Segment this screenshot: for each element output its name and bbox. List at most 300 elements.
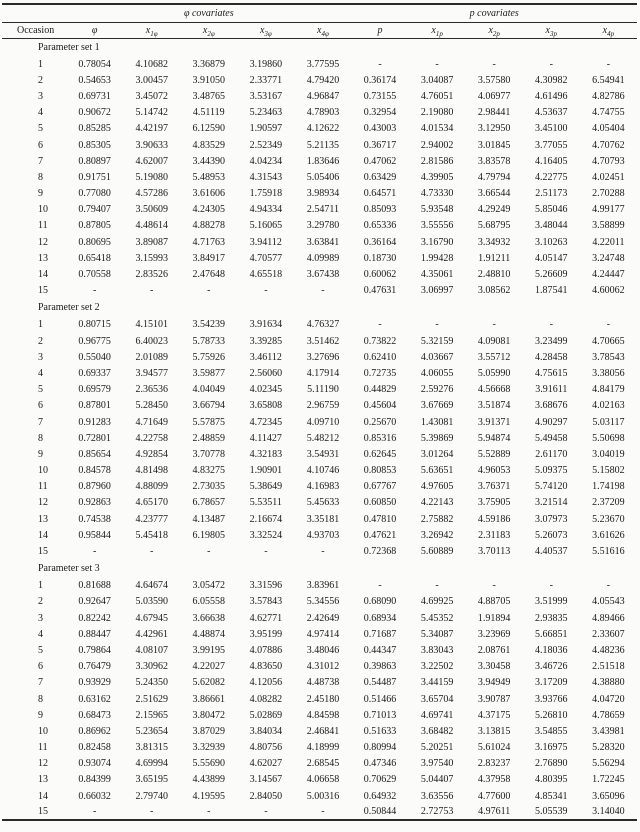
value-cell: 2.98441 (477, 107, 511, 119)
value-cell: 4.42961 (135, 628, 168, 640)
value-cell: 4.79794 (477, 171, 511, 183)
table-row (2, 72, 637, 88)
table-row (2, 594, 637, 610)
value-cell: 5.50698 (592, 432, 625, 444)
occasion-cell: 15 (38, 806, 48, 818)
value-cell: 5.19080 (135, 171, 168, 183)
group-header-p-covariates (351, 4, 637, 22)
value-cell: 3.32524 (249, 529, 283, 541)
value-cell: 4.65518 (249, 269, 283, 281)
value-cell: 5.74120 (535, 481, 568, 493)
value-cell: 5.24350 (135, 677, 168, 689)
value-cell: 3.65195 (135, 774, 168, 786)
value-cell: - (321, 546, 325, 558)
value-cell: 3.83578 (477, 155, 511, 167)
value-cell: 0.85316 (363, 432, 397, 444)
table-row (2, 756, 637, 772)
occasion-cell: 9 (38, 709, 43, 721)
value-cell: 0.43003 (363, 123, 397, 135)
value-cell: 4.62771 (249, 612, 283, 624)
section-label: Parameter set 3 (38, 563, 100, 575)
value-cell: 4.82786 (592, 90, 625, 102)
table-row (2, 463, 637, 479)
value-cell: 4.77600 (477, 790, 511, 802)
table-row (2, 479, 637, 495)
value-cell: - (606, 580, 611, 592)
value-cell: 0.72735 (363, 367, 397, 379)
value-cell: 4.70793 (592, 155, 625, 167)
value-cell: 4.48236 (592, 644, 625, 656)
value-cell: 3.10263 (535, 236, 568, 248)
value-cell: 1.87541 (535, 285, 568, 297)
section-label: Parameter set 2 (38, 302, 100, 314)
occasion-cell: 10 (38, 725, 48, 737)
value-cell: 4.37958 (477, 774, 511, 786)
value-cell: 3.86661 (192, 693, 226, 705)
value-cell: 4.74755 (592, 107, 625, 119)
value-cell: 3.06997 (420, 285, 454, 297)
table-row (2, 56, 637, 72)
value-cell: 3.83043 (420, 644, 454, 656)
value-cell: 4.60062 (592, 285, 625, 297)
value-cell: 5.26609 (535, 269, 568, 281)
value-cell: 2.68545 (306, 758, 340, 770)
value-cell: 3.48046 (306, 644, 340, 656)
value-cell: 0.90672 (78, 107, 111, 119)
value-cell: 4.72345 (249, 416, 283, 428)
value-cell: 5.05406 (306, 171, 340, 183)
value-cell: 4.04234 (249, 155, 283, 167)
value-cell: 0.78054 (78, 58, 111, 70)
value-cell: 0.65336 (363, 220, 397, 232)
value-cell: 3.68676 (535, 400, 568, 412)
value-cell: 0.85654 (78, 448, 111, 460)
value-cell: 3.91371 (477, 416, 511, 428)
table-row (2, 527, 637, 543)
value-cell: 4.48614 (135, 220, 168, 232)
value-cell: 2.16674 (249, 513, 283, 525)
value-cell: 0.85305 (78, 139, 111, 151)
value-cell: - (606, 319, 611, 331)
value-cell: 4.83529 (192, 139, 226, 151)
value-cell: 5.26810 (535, 709, 568, 721)
value-cell: 1.99428 (420, 252, 454, 264)
value-cell: 3.90787 (477, 693, 511, 705)
occasion-cell: 13 (38, 513, 48, 525)
value-cell: 0.65418 (78, 252, 111, 264)
value-cell: - (606, 58, 611, 70)
value-cell: 3.22502 (420, 661, 454, 673)
value-cell: 2.96759 (306, 400, 340, 412)
value-cell: 6.54941 (592, 74, 625, 86)
value-cell: 0.39863 (363, 661, 397, 673)
value-cell: 5.03117 (592, 416, 625, 428)
value-cell: 4.05147 (535, 252, 568, 264)
table-row (2, 430, 637, 446)
value-cell: 2.79740 (135, 790, 168, 802)
value-cell: 2.37209 (592, 497, 625, 509)
value-cell: 0.87805 (78, 220, 111, 232)
value-cell: 0.60850 (363, 497, 397, 509)
table-row (2, 137, 637, 153)
covariates-table (2, 3, 637, 821)
value-cell: 0.68090 (363, 596, 397, 608)
value-cell: - (150, 546, 154, 558)
value-cell: 0.55040 (78, 351, 111, 363)
value-cell: 0.81688 (78, 580, 111, 592)
value-cell: 4.31012 (306, 661, 340, 673)
value-cell: 0.95844 (78, 529, 111, 541)
value-cell: 4.62027 (249, 758, 283, 770)
value-cell: 3.55712 (477, 351, 511, 363)
value-cell: 0.82458 (78, 742, 111, 754)
value-cell: 5.93548 (420, 204, 454, 216)
value-cell: - (549, 58, 553, 70)
value-cell: 0.36174 (363, 74, 397, 86)
value-cell: 4.84179 (592, 384, 625, 396)
value-cell: 2.93835 (535, 612, 568, 624)
value-cell: 3.46112 (249, 351, 282, 363)
table-row (2, 691, 637, 707)
value-cell: 4.31543 (249, 171, 283, 183)
value-cell: 4.73330 (420, 188, 454, 200)
column-header-occasion: Occasion (2, 22, 66, 38)
value-cell: 3.70778 (192, 448, 226, 460)
value-cell: 5.85046 (535, 204, 568, 216)
value-cell: - (492, 580, 496, 592)
value-cell: 2.31183 (478, 529, 511, 541)
value-cell: 4.24447 (592, 269, 625, 281)
column-header-x1p: $x_{1p}$ (409, 22, 466, 38)
column-header-row (2, 22, 637, 38)
value-cell: 3.57843 (249, 596, 283, 608)
occasion-cell: 12 (38, 236, 48, 248)
table-row (2, 382, 637, 398)
value-cell: 3.87029 (192, 725, 226, 737)
occasion-cell: 10 (38, 204, 48, 216)
value-cell: 0.72801 (78, 432, 111, 444)
value-cell: 4.59186 (477, 513, 511, 525)
occasion-cell: 11 (38, 220, 48, 232)
value-cell: 4.53637 (535, 107, 568, 119)
value-cell: 3.17209 (535, 677, 568, 689)
value-cell: 4.80395 (535, 774, 568, 786)
value-cell: 4.22758 (135, 432, 168, 444)
value-cell: 4.89466 (592, 612, 625, 624)
value-cell: 3.14040 (592, 806, 625, 818)
value-cell: 0.88447 (78, 628, 111, 640)
value-cell: 3.26942 (420, 529, 454, 541)
table-row (2, 234, 637, 250)
value-cell: 3.91634 (249, 319, 283, 331)
table-row (2, 626, 637, 642)
value-cell: 0.80715 (78, 319, 111, 331)
value-cell: - (378, 580, 382, 592)
value-cell: 4.75615 (535, 367, 568, 379)
value-cell: 2.51173 (535, 188, 568, 200)
value-cell: 5.09375 (535, 465, 568, 477)
value-cell: 4.13487 (192, 513, 226, 525)
occasion-cell: 14 (38, 269, 48, 281)
value-cell: - (378, 58, 382, 70)
value-cell: 5.51616 (592, 546, 625, 558)
value-cell: 5.00316 (306, 790, 340, 802)
value-cell: 4.88705 (477, 596, 511, 608)
value-cell: 2.83526 (135, 269, 168, 281)
value-cell: 4.09989 (306, 252, 340, 264)
value-cell: 4.22011 (592, 236, 625, 248)
value-cell: 0.73822 (363, 335, 397, 347)
value-cell: 4.71763 (192, 236, 226, 248)
value-cell: - (92, 546, 97, 558)
value-cell: - (207, 546, 211, 558)
value-cell: 0.80994 (363, 742, 397, 754)
value-cell: 3.65808 (249, 400, 283, 412)
value-cell: 5.34556 (306, 596, 340, 608)
table-row (2, 414, 637, 430)
table-row (2, 659, 637, 675)
value-cell: 0.47062 (363, 155, 397, 167)
value-cell: 2.51518 (592, 661, 625, 673)
table-row (2, 88, 637, 104)
value-cell: 4.02345 (249, 384, 283, 396)
value-cell: 3.30962 (135, 661, 168, 673)
table-row (2, 266, 637, 282)
value-cell: 5.38649 (249, 481, 283, 493)
value-cell: 0.68473 (78, 709, 111, 721)
value-cell: 1.43081 (420, 416, 454, 428)
value-cell: 0.63429 (363, 171, 397, 183)
value-cell: - (92, 806, 97, 818)
value-cell: 5.32159 (420, 335, 454, 347)
value-cell: 3.32939 (192, 742, 226, 754)
section-label-row-2 (2, 299, 637, 317)
value-cell: 0.47346 (363, 758, 397, 770)
value-cell: 3.45072 (135, 90, 168, 102)
value-cell: 4.79420 (306, 74, 340, 86)
value-cell: 4.18999 (306, 742, 340, 754)
value-cell: 4.01534 (420, 123, 454, 135)
occasion-cell: 3 (38, 351, 43, 363)
value-cell: 4.62007 (135, 155, 168, 167)
table-body (2, 38, 637, 820)
occasion-cell: 4 (38, 367, 43, 379)
occasion-cell: 11 (38, 742, 48, 754)
value-cell: 3.29780 (306, 220, 340, 232)
value-cell: 4.65170 (135, 497, 168, 509)
value-cell: 5.16065 (249, 220, 283, 232)
value-cell: 4.09710 (306, 416, 340, 428)
table-row (2, 105, 637, 121)
value-cell: 4.09081 (477, 335, 511, 347)
value-cell: 0.51466 (363, 693, 397, 705)
value-cell: 2.46841 (306, 725, 340, 737)
value-cell: 4.85341 (535, 790, 568, 802)
column-header-x2φ: $x_{2\varphi}$ (180, 22, 237, 38)
value-cell: 0.72368 (363, 546, 397, 558)
value-cell: 3.57580 (477, 74, 511, 86)
value-cell: 1.72245 (592, 774, 625, 786)
value-cell: 4.42197 (135, 123, 168, 135)
table-row (2, 511, 637, 527)
table-row (2, 202, 637, 218)
value-cell: 2.15965 (135, 709, 168, 721)
value-cell: 5.61024 (477, 742, 511, 754)
value-cell: 5.78733 (192, 335, 226, 347)
value-cell: 4.94334 (249, 204, 283, 216)
value-cell: 2.45180 (306, 693, 340, 705)
value-cell: 0.80853 (363, 465, 397, 477)
value-cell: - (92, 285, 97, 297)
value-cell: 0.70629 (363, 774, 397, 786)
value-cell: 2.47648 (192, 269, 226, 281)
value-cell: - (492, 319, 496, 331)
value-cell: 3.35181 (306, 513, 340, 525)
value-cell: 4.93703 (306, 529, 340, 541)
value-cell: - (321, 285, 325, 297)
value-cell: 5.04407 (420, 774, 454, 786)
value-cell: - (435, 58, 439, 70)
value-cell: 5.02869 (249, 709, 283, 721)
table-row (2, 153, 637, 169)
value-cell: 0.92863 (78, 497, 111, 509)
value-cell: 3.99195 (192, 644, 226, 656)
value-cell: 4.04049 (192, 384, 226, 396)
table-row (2, 772, 637, 788)
group-header-spacer (2, 4, 66, 22)
value-cell: 0.64571 (363, 188, 397, 200)
value-cell: 3.91611 (535, 384, 568, 396)
value-cell: 2.84050 (249, 790, 283, 802)
value-cell: 4.10746 (306, 465, 340, 477)
value-cell: 0.71687 (363, 628, 397, 640)
value-cell: 0.74538 (78, 513, 111, 525)
value-cell: 1.83646 (306, 155, 340, 167)
value-cell: 4.71649 (135, 416, 168, 428)
value-cell: 2.81586 (420, 155, 454, 167)
value-cell: 0.70558 (78, 269, 111, 281)
table-row (2, 250, 637, 266)
value-cell: 3.61606 (192, 188, 226, 200)
table-row (2, 578, 637, 594)
value-cell: 2.76890 (535, 758, 568, 770)
value-cell: 4.99177 (592, 204, 625, 216)
value-cell: 0.44829 (363, 384, 397, 396)
value-cell: 3.94112 (249, 236, 282, 248)
value-cell: 3.94949 (477, 677, 511, 689)
value-cell: 4.24305 (192, 204, 226, 216)
value-cell: 4.97414 (306, 628, 340, 640)
occasion-cell: 2 (38, 74, 43, 86)
value-cell: 2.48810 (477, 269, 511, 281)
table-row (2, 707, 637, 723)
value-cell: 3.48765 (192, 90, 226, 102)
value-cell: 5.28320 (592, 742, 625, 754)
occasion-cell: 3 (38, 90, 43, 102)
value-cell: 3.61626 (592, 529, 625, 541)
value-cell: 3.05472 (192, 580, 226, 592)
value-cell: 3.04087 (420, 74, 454, 86)
value-cell: 4.16405 (535, 155, 568, 167)
value-cell: 4.32183 (249, 448, 283, 460)
value-cell: 2.52349 (249, 139, 283, 151)
value-cell: 0.77080 (78, 188, 111, 200)
value-cell: 3.13815 (477, 725, 511, 737)
occasion-cell: 6 (38, 139, 43, 151)
column-header-x1φ: $x_{1\varphi}$ (123, 22, 180, 38)
table-row (2, 804, 637, 820)
value-cell: 5.23463 (249, 107, 283, 119)
value-cell: 2.08761 (477, 644, 511, 656)
value-cell: 0.62645 (363, 448, 397, 460)
value-cell: - (492, 58, 496, 70)
value-cell: 3.38056 (592, 367, 625, 379)
value-cell: 2.01089 (135, 351, 168, 363)
value-cell: 0.86962 (78, 725, 111, 737)
value-cell: 2.33607 (592, 628, 625, 640)
table-row (2, 317, 637, 333)
value-cell: 0.44347 (363, 644, 397, 656)
value-cell: - (549, 580, 553, 592)
value-cell: 5.68795 (477, 220, 511, 232)
value-cell: 5.55690 (192, 758, 226, 770)
value-cell: 4.12622 (306, 123, 340, 135)
table-row (2, 398, 637, 414)
value-cell: 0.80695 (78, 236, 111, 248)
value-cell: 4.29249 (477, 204, 511, 216)
value-cell: - (150, 285, 154, 297)
value-cell: 4.64674 (135, 580, 168, 592)
value-cell: 0.50844 (363, 806, 397, 818)
value-cell: 0.96775 (78, 335, 111, 347)
value-cell: 4.12056 (249, 677, 283, 689)
value-cell: 4.78659 (592, 709, 625, 721)
value-cell: 5.14742 (135, 107, 168, 119)
value-cell: - (321, 806, 325, 818)
value-cell: 5.15802 (592, 465, 625, 477)
value-cell: 5.66851 (535, 628, 568, 640)
occasion-cell: 13 (38, 252, 48, 264)
value-cell: 5.05990 (477, 367, 511, 379)
value-cell: 3.90633 (135, 139, 168, 151)
p-covariates-label: p covariates (469, 7, 519, 19)
occasion-cell: 8 (38, 693, 43, 705)
value-cell: 4.92854 (135, 448, 168, 460)
value-cell: 2.73035 (192, 481, 226, 493)
value-cell: 0.32954 (363, 107, 397, 119)
value-cell: 5.20251 (420, 742, 454, 754)
value-cell: 3.08562 (477, 285, 511, 297)
value-cell: 4.18036 (535, 644, 568, 656)
value-cell: 3.23499 (535, 335, 568, 347)
value-cell: 4.56668 (477, 384, 511, 396)
value-cell: 5.05539 (535, 806, 568, 818)
value-cell: 3.07973 (535, 513, 568, 525)
value-cell: 3.31596 (249, 580, 283, 592)
occasion-cell: 7 (38, 677, 43, 689)
value-cell: 0.80897 (78, 155, 111, 167)
value-cell: 3.65704 (420, 693, 454, 705)
value-cell: 3.27696 (306, 351, 340, 363)
value-cell: 4.08282 (249, 693, 283, 705)
table-row (2, 365, 637, 381)
value-cell: 4.83275 (192, 465, 226, 477)
value-cell: 4.40537 (535, 546, 568, 558)
value-cell: 4.88099 (135, 481, 168, 493)
occasion-cell: 14 (38, 529, 48, 541)
table-row (2, 495, 637, 511)
value-cell: 4.22027 (192, 661, 226, 673)
